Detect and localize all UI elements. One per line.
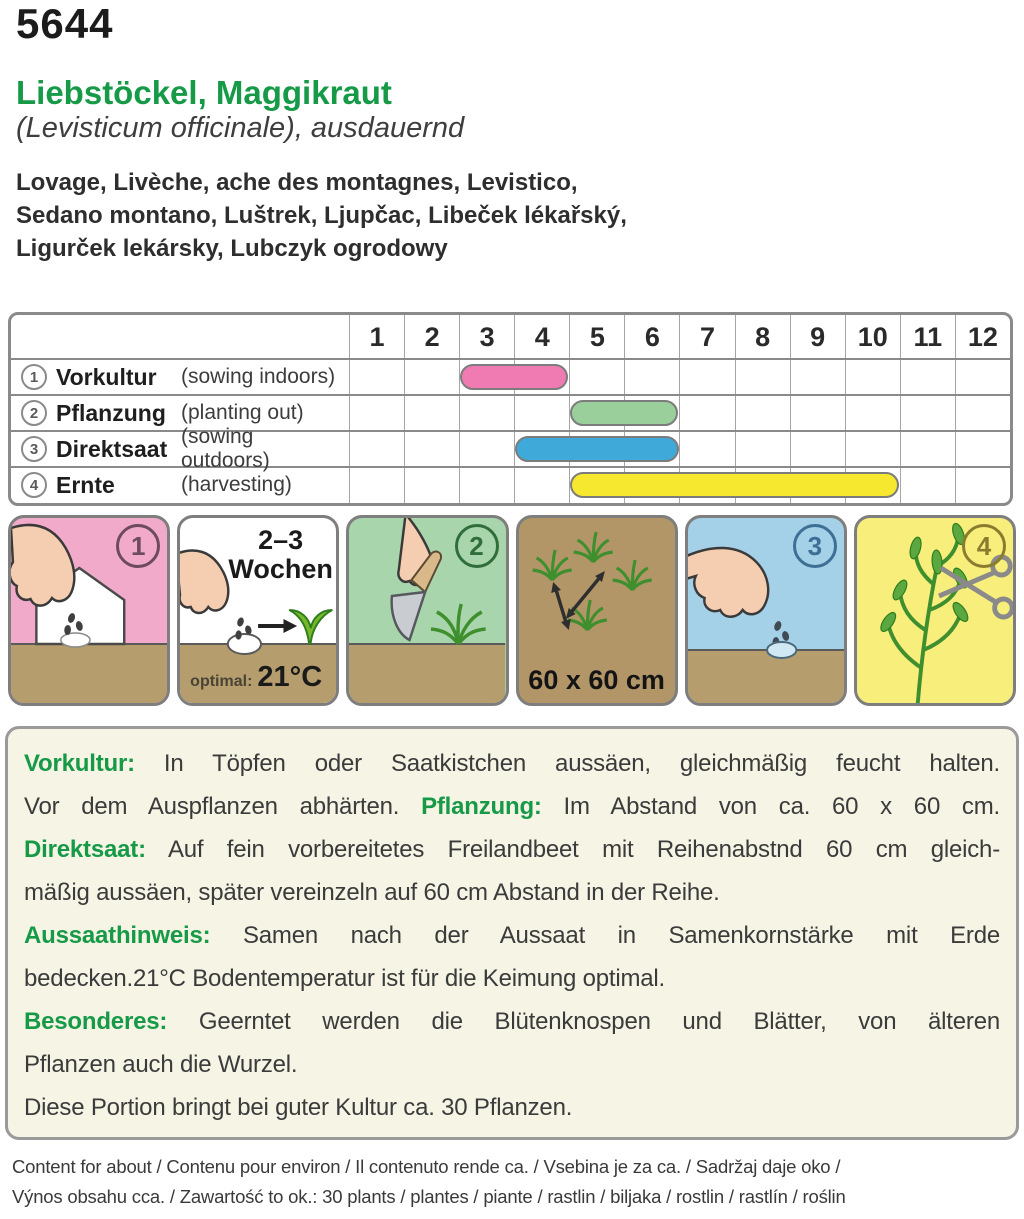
row-activity-name: Vorkultur (56, 363, 157, 390)
soil (11, 644, 167, 703)
sowing-furrow (767, 642, 796, 658)
month-number: 6 (644, 322, 660, 352)
soil (688, 650, 844, 703)
row-number-badge: 1 (21, 364, 47, 390)
instruction-line (24, 871, 1000, 914)
instruction-keyword: Aussaathinweis: (24, 922, 211, 949)
month-number: 11 (913, 322, 943, 352)
row-activity-translation: (planting out) (181, 401, 304, 424)
panel-planting-out (346, 515, 508, 706)
panel-germination (177, 515, 339, 706)
step-1-number: 1 (130, 530, 146, 561)
pictogram-strip (8, 515, 1016, 706)
content-note (12, 1152, 1018, 1212)
plant-spacing-value: 60 x 60 cm (528, 665, 665, 695)
sprout-icon (289, 610, 332, 645)
instruction-text: In Töpfen oder Saatkistchen aussäen, gleichmäßig feucht halten. (134, 750, 1000, 777)
duration-weeks-value: 2–3 (258, 525, 304, 555)
row-number-badge: 2 (21, 400, 47, 426)
step-1-badge (116, 524, 160, 568)
step-3-number: 3 (807, 530, 823, 561)
step-4-badge (962, 524, 1006, 568)
calendar-bar-pflanzung (570, 400, 678, 426)
germination-duration (227, 526, 334, 584)
instruction-text: Geerntet werden die Blütenknospen und Blätter, von älteren (167, 1008, 1000, 1035)
plant-icon (431, 604, 486, 644)
calendar-row-label (21, 425, 347, 472)
instruction-line (24, 914, 1000, 957)
calendar-bar-ernte (570, 472, 899, 498)
step-2-badge (455, 524, 499, 568)
soil (349, 644, 505, 703)
botanical-name: (Levisticum officinale), ausdauernd (16, 112, 465, 144)
instruction-text: Auf fein vorbereitetes Freilandbeet mit Reihenabstnd 60 cm gleich- (145, 836, 1000, 863)
synonym-line: Lovage, Livèche, ache des montagnes, Levistico, (16, 169, 578, 196)
step-3-badge (793, 524, 837, 568)
synonym-names (16, 166, 627, 265)
step-2-number: 2 (469, 530, 484, 561)
instruction-line (24, 1086, 1000, 1129)
synonym-line: Ligurček lekársky, Lubczyk ogrodowy (16, 235, 448, 262)
sowing-calendar (8, 312, 1013, 506)
instruction-keyword: Direktsaat: (24, 836, 146, 863)
instruction-line (24, 785, 1000, 828)
panel-harvest (854, 515, 1016, 706)
instruction-line (24, 828, 1000, 871)
hand-icon (11, 525, 74, 606)
instruction-text: Im Abstand von ca. 60 x 60 cm. (541, 793, 1000, 820)
panel-sowing-outdoors (685, 515, 847, 706)
duration-weeks-unit: Wochen (228, 554, 333, 584)
step-4-number: 4 (976, 530, 992, 561)
instruction-text: bedecken.21°C Bodentemperatur ist für die Keimung optimal. (24, 965, 666, 992)
month-number: 3 (479, 322, 495, 352)
product-number: 5644 (16, 0, 114, 47)
optimal-temperature (190, 661, 322, 694)
month-number: 5 (589, 322, 605, 352)
row-activity-name: Direktsaat (56, 435, 168, 462)
instruction-keyword: Vorkultur: (24, 750, 135, 777)
instruction-text: Samen nach der Aussaat in Samenkornstärke mit Erde (210, 922, 1000, 949)
synonym-line: Sedano montano, Luštrek, Ljupčac, Libeček lékařský, (16, 202, 627, 229)
optimal-label: optimal: (190, 673, 253, 690)
optimal-value: 21°C (257, 661, 323, 693)
instruction-keyword: Pflanzung: (421, 793, 542, 820)
month-number: 2 (424, 322, 440, 352)
instruction-line (24, 1000, 1000, 1043)
instruction-keyword: Besonderes: (24, 1008, 168, 1035)
hand-icon (180, 550, 228, 613)
instruction-text: Pflanzen auch die Wurzel. (24, 1051, 298, 1078)
month-number: 10 (857, 322, 888, 352)
month-number: 1 (369, 322, 385, 352)
row-number-badge: 4 (21, 472, 47, 498)
instruction-text: mäßig aussäen, später vereinzeln auf 60 cm Abstand in der Reihe. (24, 879, 720, 906)
calendar-bar-direktsaat (515, 436, 678, 462)
row-number-badge: 3 (21, 436, 47, 462)
month-number: 9 (810, 322, 826, 352)
culture-instructions (5, 726, 1019, 1140)
hand-icon (688, 548, 768, 617)
plant-icon (888, 536, 960, 703)
month-number: 8 (755, 322, 771, 352)
row-activity-translation: (sowing indoors) (181, 365, 336, 388)
calendar-row-label (21, 467, 347, 503)
arrow-icon (258, 619, 297, 633)
row-activity-name: Ernte (56, 471, 115, 498)
instruction-line (24, 742, 1000, 785)
calendar-bar-vorkultur (460, 364, 568, 390)
page-title: Liebstöckel, Maggikraut (16, 74, 392, 111)
plant-icons (532, 532, 651, 630)
instruction-line (24, 1043, 1000, 1086)
panel-spacing (516, 515, 678, 706)
calendar-row-label (21, 359, 347, 395)
row-activity-name: Pflanzung (56, 399, 166, 426)
month-number: 12 (967, 322, 998, 352)
instruction-line (24, 957, 1000, 1000)
month-number: 4 (534, 322, 550, 352)
calendar-bars (349, 315, 1010, 503)
row-activity-translation: (harvesting) (181, 473, 292, 496)
instruction-text: Diese Portion bringt bei guter Kultur ca. 30 Pflanzen. (24, 1094, 573, 1121)
content-note-line: Výnos obsahu cca. / Zawartość to ok.: 30 plants / plantes / piante / rastlin / biljaka / rostlin / rastlín / roślin (12, 1186, 846, 1207)
content-note-line: Content for about / Contenu pour environ / Il contenuto rende ca. / Vsebina je za ca. / Sadržaj daje oko / (12, 1156, 841, 1177)
instruction-text: Vor dem Auspflanzen abhärten. (24, 793, 422, 820)
month-number: 7 (699, 322, 716, 352)
row-activity-translation: (sowing outdoors) (181, 425, 270, 472)
panel-sowing-indoors (8, 515, 170, 706)
